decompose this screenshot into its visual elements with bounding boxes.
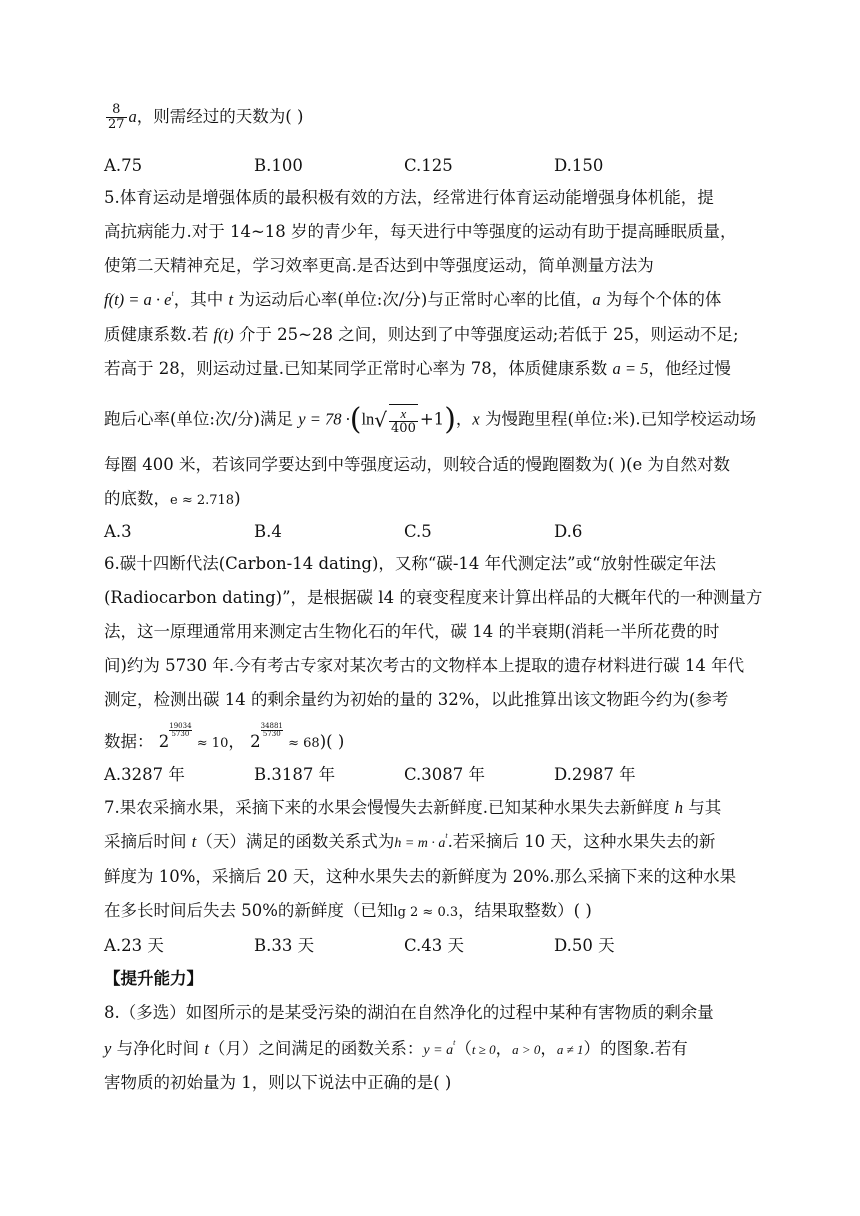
q6-line-1: 6.碳十四断代法(Carbon-14 dating)，又称“碳-14 年代测定法”或“放射性碳定年法 [104, 554, 717, 573]
q7-line-2: 采摘后时间 t（天）满足的函数关系式为$h = m \cdot a^t$.若采摘后 10 天，这种水果失去的新 [104, 831, 716, 851]
q6-line-3: 法，这一原理通常用来测定古生物化石的年代，碳 14 的半衰期(消耗一半所花费的时 [104, 622, 720, 641]
option-c: C.5 [404, 522, 432, 541]
option-c: C.125 [404, 156, 453, 175]
q6-line-2: (Radiocarbon dating)”，是根据碳 l4 的衰变程度来计算出样品的大概年代的一种测量方 [104, 588, 763, 607]
q6-line-5: 测定，检测出碳 14 的剩余量约为初始的量的 32%，以此推算出该文物距今约为(参考 [104, 690, 729, 709]
option-d: D.2987 年 [554, 765, 636, 784]
q5-line-9: 的底数，e ≈ 2.718) [104, 489, 241, 508]
option-b: B.100 [254, 156, 303, 175]
option-d: D.150 [554, 156, 604, 175]
q6-line-4: 间)约为 5730 年.今有考古专家对某次考古的文物样本上提取的遗存材料进行碳 14 年代 [104, 656, 745, 675]
option-c: C.43 天 [404, 936, 465, 955]
option-d: D.6 [554, 522, 583, 541]
q5-line-6: 若高于 28，则运动过量.已知某同学正常时心率为 78，体质健康系数 a = 5，他经过慢 [104, 359, 731, 378]
q5-line-1: 5.体育运动是增强体质的最积极有效的方法，经常进行体育运动能增强身体机能，提 [104, 188, 714, 207]
option-c: C.3087 年 [404, 765, 486, 784]
q8-line-1: 8.（多选）如图所示的是某受污染的湖泊在自然净化的过程中某种有害物质的剩余量 [104, 1003, 714, 1022]
q7-line-1: 7.果农采摘水果，采摘下来的水果会慢慢失去新鲜度.已知某种水果失去新鲜度 h 与其 [104, 798, 722, 817]
option-b: B.4 [254, 522, 282, 541]
option-a: A.3287 年 [104, 765, 185, 784]
section-heading: 【提升能力】 [104, 969, 203, 988]
q8-line-2: y 与净化时间 t（月）之间满足的函数关系：$y = a^t(t \ge 0$，a > 0，a ≠ 1）的图象.若有 [104, 1038, 688, 1058]
option-a: A.75 [104, 156, 143, 175]
q7-line-3: 鲜度为 10%，采摘后 20 天，这种水果失去的新鲜度为 20%.那么采摘下来的这种水果 [104, 867, 737, 886]
option-d: D.50 天 [554, 936, 615, 955]
q8-line-3: 害物质的初始量为 1，则以下说法中正确的是( ) [104, 1073, 452, 1092]
q6-line-6: 数据： 2 $\frac{19034}{5730} \approx 10$， 2 $\frac{34881}{5730} \approx 68$)( ) [104, 722, 345, 751]
sqrt-fraction: $\frac{x}{400}$ [391, 406, 416, 436]
option-a: A.23 天 [104, 936, 164, 955]
q5-line-4: $f(t) = a \cdot e^t$，其中 t 为运动后心率(单位:次/分)与正常时心率的比值，a 为每个个体的体 [104, 289, 722, 309]
option-b: B.3187 年 [254, 765, 336, 784]
q5-line-5: 质健康系数.若 f(t) 介于 25~28 之间，则达到了中等强度运动;若低于 25，则运动不足; [104, 325, 739, 344]
q5-line-3: 使第二天精神充足，学习效率更高.是否达到中等强度运动，简单测量方法为 [104, 256, 654, 275]
q7-line-4: 在多长时间后失去 50%的新鲜度（已知lg 2 ≈ 0.3，结果取整数）( ) [104, 901, 592, 920]
q5-line-7: 跑后心率(单位:次/分)满足 y = 78 ·(ln√ $\frac{x}{400}$ +1)，x 为慢跑里程(单位:米).已知学校运动场 [104, 402, 757, 437]
q5-line-8: 每圈 400 米，若该同学要达到中等强度运动，则较合适的慢跑圈数为( )(e 为自然对数 [104, 455, 731, 474]
fraction: $\frac{8}{27}$ [108, 102, 125, 132]
q5-line-2: 高抗病能力.对于 14~18 岁的青少年，每天进行中等强度的运动有助于提高睡眠质量， [104, 222, 737, 241]
q4-tail-line: $\frac{8}{27}$ a，则需经过的天数为( ) [108, 102, 304, 132]
option-b: B.33 天 [254, 936, 315, 955]
option-a: A.3 [104, 522, 132, 541]
